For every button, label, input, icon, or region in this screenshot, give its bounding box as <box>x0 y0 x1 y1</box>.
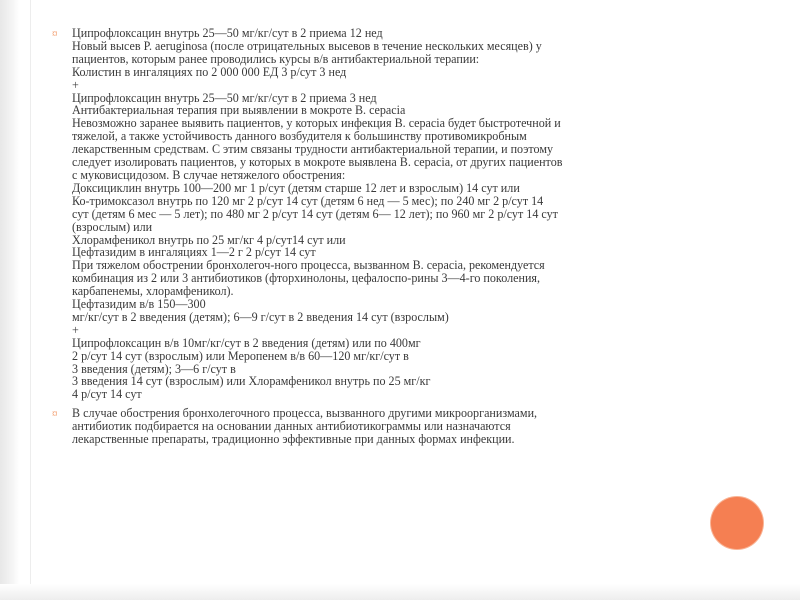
text-line: 3 введения (детям); 3—6 г/сут в <box>72 361 236 376</box>
text-line: Цефтазидим в ингаляциях 1—2 г 2 р/сут 14 сут <box>72 245 316 260</box>
slide-content <box>52 27 692 446</box>
text-line: 4 р/сут 14 сут <box>72 387 142 402</box>
text-line: антибиотик подбирается на основании данных антибиотикограммы или назначаются <box>72 419 511 434</box>
bottom-decorative-bar <box>0 584 800 600</box>
text-line: При тяжелом обострении бронхолегоч-ного процесса, вызванном B. cepacia, рекомендуется <box>72 258 545 273</box>
bullet-item-1 <box>52 27 692 401</box>
text-line: карбапенемы, хлорамфеникол). <box>72 284 234 299</box>
text-line: 2 р/сут 14 сут (взрослым) или Меропенем в/в 60—120 мг/кг/сут в <box>72 348 409 363</box>
text-line: Ципрофлоксацин внутрь 25—50 мг/кг/сут в 2 приема 3 нед <box>72 90 377 105</box>
text-line: Ципрофлоксацин внутрь 25—50 мг/кг/сут в 2 приема 12 нед <box>72 26 383 40</box>
text-line: 3 введения 14 сут (взрослым) или Хлорамфеникол внутрь по 25 мг/кг <box>72 374 431 389</box>
text-line: В случае обострения бронхолегочного процесса, вызванного другими микроорганизмами, <box>72 406 538 421</box>
text-line: Доксициклин внутрь 100—200 мг 1 р/сут (детям старше 12 лет и взрослым) 14 сут или <box>72 180 520 195</box>
text-line: тяжелой, а также устойчивость данного возбудителя к большинству противомикробным <box>72 129 527 144</box>
text-line: пациентов, которым ранее проводились курсы в/в антибактериальной терапии: <box>72 51 480 66</box>
bullet-text-1 <box>72 27 692 401</box>
bullet-text-2 <box>72 407 692 446</box>
text-line: следует изолировать пациентов, у которых в мокроте выявлена B. cepacia, от других пациентов <box>72 155 563 170</box>
text-line: мг/кг/сут в 2 введения (детям); 6—9 г/сут в 2 введения 14 сут (взрослым) <box>72 309 449 324</box>
text-line: + <box>72 322 79 337</box>
bullet-item-2 <box>52 407 692 446</box>
text-line: лекарственные препараты, традиционно эффективные при данных формах инфекции. <box>72 432 515 447</box>
text-line: Цефтазидим в/в 150—300 <box>72 297 206 312</box>
bullet-icon: ¤ <box>52 408 58 421</box>
text-line: Ципрофлоксацин в/в 10мг/кг/сут в 2 введения (детям) или по 400мг <box>72 335 421 350</box>
text-line: с муковисцидозом. В случае нетяжелого обострения: <box>72 167 346 182</box>
text-line: Колистин в ингаляциях по 2 000 000 ЕД 3 р/сут 3 нед <box>72 64 347 79</box>
text-line: Новый высев P. aeruginosa (после отрицательных высевов в течение нескольких месяцев) у <box>72 38 542 53</box>
text-line: Невозможно заранее выявить пациентов, у которых инфекция B. cepacia будет быстротечной и <box>72 116 561 131</box>
text-line: комбинация из 2 или 3 антибиотиков (фторхинолоны, цефалоспо-рины 3—4-го поколения, <box>72 271 541 286</box>
text-line: лекарственным средствам. С этим связаны трудности антибактериальной терапии, и поэтому <box>72 142 554 157</box>
bullet-icon: ¤ <box>52 28 58 40</box>
text-line: Хлорамфеникол внутрь по 25 мг/кг 4 р/сут14 сут или <box>72 232 346 247</box>
decorative-circle <box>711 497 763 549</box>
left-divider-line <box>30 0 31 600</box>
text-line: (взрослым) или <box>72 219 153 234</box>
left-decorative-bar <box>0 0 19 600</box>
text-line: Антибактериальная терапия при выявлении в мокроте B. cepacia <box>72 103 406 118</box>
text-line: Ко-тримоксазол внутрь по 120 мг 2 р/сут 14 сут (детям 6 нед — 5 мес); по 240 мг 2 р/сут 14 <box>72 193 544 208</box>
text-line: сут (детям 6 мес — 5 лет); по 480 мг 2 р/сут 14 сут (детям 6— 12 лет); по 960 мг 2 р/сут 14 сут <box>72 206 558 221</box>
text-line: + <box>72 77 79 92</box>
